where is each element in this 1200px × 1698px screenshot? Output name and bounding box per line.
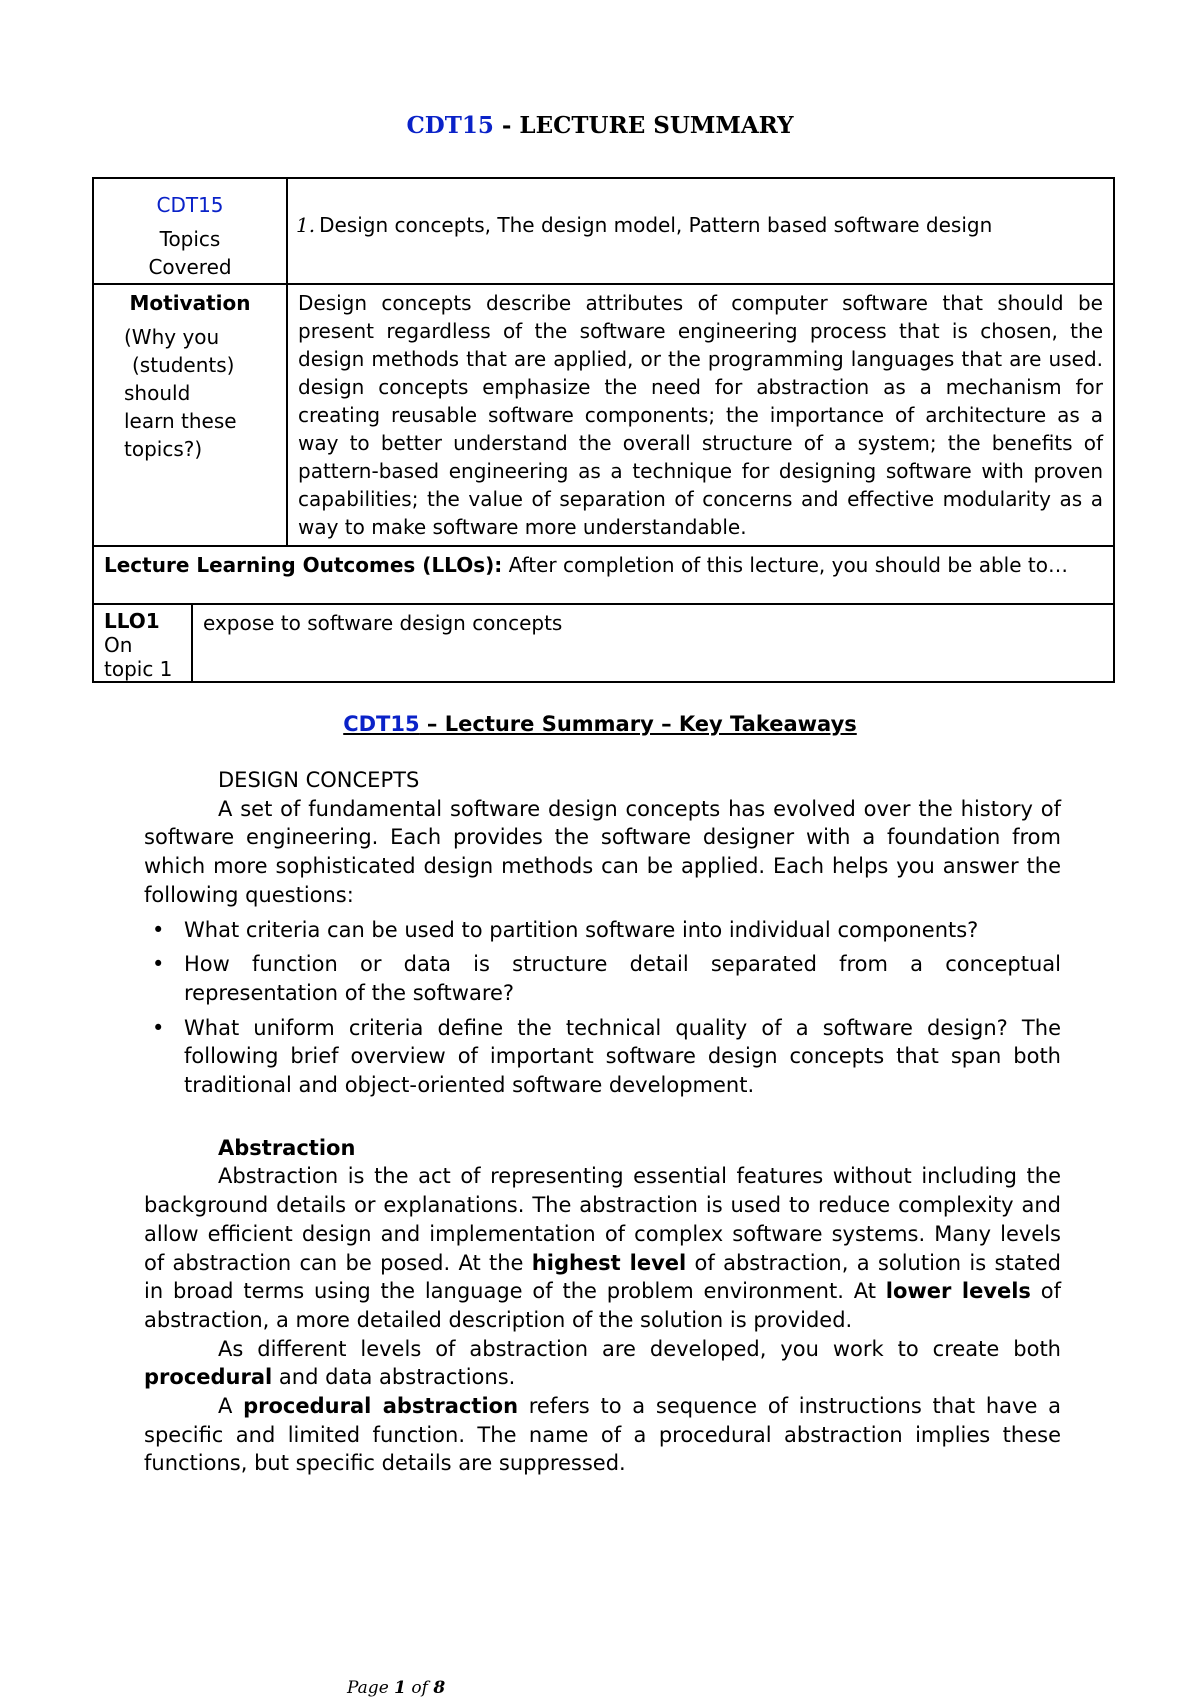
summary-body (144, 766, 1061, 1478)
llo1-sub-line1: On (104, 633, 133, 657)
title-course-code: CDT15 (406, 112, 494, 139)
abstraction-paragraph-3 (144, 1392, 1061, 1478)
motivation-text-cell: Design concepts describe attributes of computer software that should be present regardless of the software engineering process that is chosen, the design methods that are applied, or the programming languages that are used. design concepts emphasize the need for abstraction as a mechanism for creating reusable software components; the importance of architecture as a way to better understand the overall structure of a system; the benefits of pattern-based engineering as a technique for designing software with proven capabilities; the value of separation of concerns and effective modularity as a way to make software more understandable. (287, 284, 1114, 546)
motivation-row (93, 284, 1114, 546)
design-questions-list (144, 916, 1061, 1100)
footer-page-label: Page (347, 1678, 389, 1698)
bullet-text: What criteria can be used to partition software into individual components? (184, 917, 979, 942)
topics-content-cell (287, 178, 1114, 284)
abstraction-paragraph-1 (144, 1162, 1061, 1334)
document-title (0, 112, 1200, 139)
abstraction-p3-text: A (218, 1394, 244, 1419)
abstraction-p2-text: As different levels of abstraction are developed, you work to create both (218, 1336, 1061, 1361)
list-item (144, 916, 1061, 945)
topics-course-code: CDT15 (156, 193, 224, 217)
takeaways-course-code: CDT15 (343, 712, 420, 736)
bullet-text: What uniform criteria define the technical quality of a software design? The following brief overview of important software design concepts that span both traditional and object-oriented software development. (184, 1015, 1061, 1098)
abstraction-p3-text-2: refers to a sequence of instructions that have a specific and limited function. The name of a procedural abstraction implies these functions, but specific details are suppressed. (144, 1394, 1062, 1476)
title-separator: - (493, 112, 520, 139)
llo1-row (93, 604, 1114, 682)
llo-heading-rest: After completion of this lecture, you should be able to… (502, 553, 1068, 577)
abstraction-p1-lower-levels: lower levels (885, 1279, 1031, 1304)
bullet-symbol: • (152, 917, 165, 942)
page-footer (347, 1678, 445, 1698)
takeaways-title: – Lecture Summary – Key Takeaways (419, 712, 857, 736)
abstraction-p1-text-2: of abstraction, a solution is stated in broad terms using the language of the problem environment. At (144, 1250, 1061, 1304)
llo1-label: LLO1 (104, 609, 160, 633)
motivation-sub-line3: should (124, 381, 191, 405)
motivation-sub-line1: (Why you (124, 325, 220, 349)
motivation-label-cell (93, 284, 287, 546)
llo1-sub-line2: topic 1 (104, 657, 173, 681)
list-item (144, 1014, 1061, 1100)
abstraction-p3-procedural-abstraction: procedural abstraction (243, 1394, 519, 1419)
motivation-sub-line2: (students) (132, 353, 235, 377)
footer-page-number: 1 (394, 1678, 407, 1698)
abstraction-heading: Abstraction (218, 1135, 356, 1160)
footer-of-label: of (411, 1678, 428, 1698)
title-text: LECTURE SUMMARY (519, 112, 794, 139)
abstraction-p2-text-2: and data abstractions. (272, 1365, 516, 1390)
motivation-heading: Motivation (129, 291, 251, 315)
llo-heading-cell (93, 546, 1114, 604)
llo1-container-cell (93, 604, 1114, 682)
llo-heading-row (93, 546, 1114, 604)
abstraction-p2-procedural: procedural (144, 1365, 273, 1390)
abstraction-p1-highest-level: highest level (531, 1250, 687, 1275)
abstraction-paragraph-2 (144, 1335, 1061, 1392)
key-takeaways-heading (0, 712, 1200, 736)
footer-total-pages: 8 (433, 1678, 446, 1698)
llo1-label-cell (94, 605, 192, 681)
list-item (144, 950, 1061, 1007)
topics-label-line1: Topics (159, 227, 221, 251)
design-concepts-intro: A set of fundamental software design concepts has evolved over the history of software engineering. Each provides the software designer with a foundation from which more sophisticated design methods can be applied. Each helps you answer the following questions: (144, 796, 1061, 907)
topic-item-number: 1. (296, 213, 316, 237)
design-concepts-heading: DESIGN CONCEPTS (218, 768, 420, 792)
bullet-symbol: • (152, 952, 165, 977)
bullet-text: How function or data is structure detail separated from a conceptual representation of the software? (184, 952, 1061, 1005)
topic-item-text: Design concepts, The design model, Pattern based software design (319, 213, 993, 237)
bullet-symbol: • (152, 1015, 165, 1040)
llo1-text-cell: expose to software design concepts (203, 611, 563, 635)
lecture-summary-table (92, 177, 1115, 683)
llo1-inner-table (94, 605, 1113, 681)
topics-label-line2: Covered (148, 255, 232, 279)
abstraction-p1-text: Abstraction is the act of representing essential features without including the background details or explanations. The abstraction is used to reduce complexity and allow efficient design and implementation of complex software systems. Many levels of abstraction can be posed. At the (144, 1164, 1061, 1275)
motivation-sub-line5: topics?) (124, 437, 203, 461)
motivation-sub-line4: learn these (124, 409, 237, 433)
topics-row (93, 178, 1114, 284)
llo-heading-bold: Lecture Learning Outcomes (LLOs): (104, 553, 503, 577)
abstraction-p1-text-3: of abstraction, a more detailed description of the solution is provided. (144, 1279, 1062, 1332)
section-spacer (144, 1106, 1061, 1134)
topics-label-cell (93, 178, 287, 284)
